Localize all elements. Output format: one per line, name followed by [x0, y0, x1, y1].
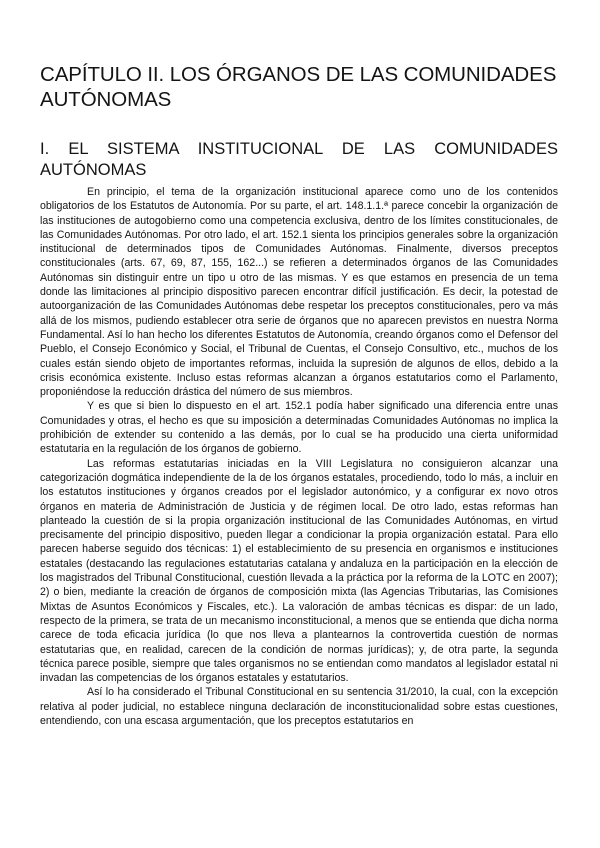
section-title: I. EL SISTEMA INSTITUCIONAL DE LAS COMUNIDADES AUTÓNOMAS: [40, 140, 558, 179]
paragraph: Las reformas estatutarias iniciadas en la VIII Legislatura no consiguieron alcanzar una categorización dogmática independiente de la de los órganos estatales, procediendo, todo lo más, a incluir en los estatutos instituciones y órganos creados por el legislador autonómico, y a configurar ex novo otros órganos en materia de Administración de Justicia y de régimen local. De otro lado, estas reformas han planteado la cuestión de si la propia organización institucional de las Comunidades Autónomas, en virtud precisamente del principio dispositivo, pueden llegar a condicionar la propia organización estatal. Para ello parecen haberse seguido dos técnicas: 1) el establecimiento de su presencia en organismos e instituciones estatales (destacando las regulaciones estatutarias catalana y andaluza en la participación en la elección de los magistrados del Tribunal Constitucional, cuestión llevada a la práctica por la reforma de la LOTC en 2007); 2) o bien, mediante la creación de órganos de composición mixta (las Agencias Tributarias, las Comisiones Mixtas de Asuntos Económicos y Fiscales, etc.). La valoración de ambas técnicas es dispar: de un lado, respecto de la primera, se trata de un mecanismo inconstitucional, a menos que se entienda que dicha norma carece de toda eficacia jurídica (lo que nos lleva a plantearnos la controvertida cuestión de normas estatutarias que, en realidad, carecen de la condición de normas jurídicas); y, de otra parte, la segunda técnica parece posible, siempre que tales organismos no se entiendan como mandatos al legislador estatal ni invadan las competencias de los órganos estatales y estatutarios.: [40, 457, 558, 685]
document-page: [40, 62, 558, 728]
paragraph: Así lo ha considerado el Tribunal Constitucional en su sentencia 31/2010, la cual, con la excepción relativa al poder judicial, no establece ninguna declaración de inconstitucionalidad sobre estas cuestiones, entendiendo, con una escasa argumentación, que los preceptos estatutarios en: [40, 686, 558, 727]
paragraph: En principio, el tema de la organización institucional aparece como uno de los contenidos obligatorios de los Estatutos de Autonomía. Por su parte, el art. 148.1.1.ª parece concebir la organización de las instituciones de autogobierno como una competencia exclusiva, dentro de los límites constitucionales, de las Comunidades Autónomas. Por otro lado, el art. 152.1 sienta los principios generales sobre la organización institucional de determinados tipos de Comunidades Autónomas. Finalmente, diversos preceptos constitucionales (arts. 67, 69, 87, 155, 162...) se refieren a determinados órganos de las Comunidades Autónomas sin distinguir entre un tipo u otro de las mismas. Y es que estamos en presencia de un tema donde las limitaciones al principio dispositivo parecen encontrar difícil justificación. Es decir, la potestad de autoorganización de las Comunidades Autónomas debe respetar los preceptos constitucionales, pero va más allá de los mismos, pudiendo establecer otra serie de órganos que no aparecen previstos en nuestra Norma Fundamental. Así lo han hecho los diferentes Estatutos de Autonomía, creando órganos como el Defensor del Pueblo, el Consejo Económico y Social, el Tribunal de Cuentas, el Consejo Consultivo, etc., muchos de los cuales están siendo objeto de importantes reformas, incluida la supresión de algunos de ellos, debido a la crisis económica existente. Incluso estas reformas alcanzan a órganos estatutarios como el Parlamento, proponiéndose la reducción drástica del número de sus miembros.: [40, 186, 558, 399]
body-text: [40, 185, 558, 728]
paragraph: Y es que si bien lo dispuesto en el art. 152.1 podía haber significado una diferencia entre unas Comunidades y otras, el hecho es que su imposición a determinadas Comunidades Autónomas no implica la prohibición de extender su contenido a las demás, por lo cual se ha producido una cierta uniformidad estatutaria en la regulación de los órganos de gobierno.: [40, 400, 558, 456]
chapter-title: CAPÍTULO II. LOS ÓRGANOS DE LAS COMUNIDADES AUTÓNOMAS: [40, 63, 557, 111]
